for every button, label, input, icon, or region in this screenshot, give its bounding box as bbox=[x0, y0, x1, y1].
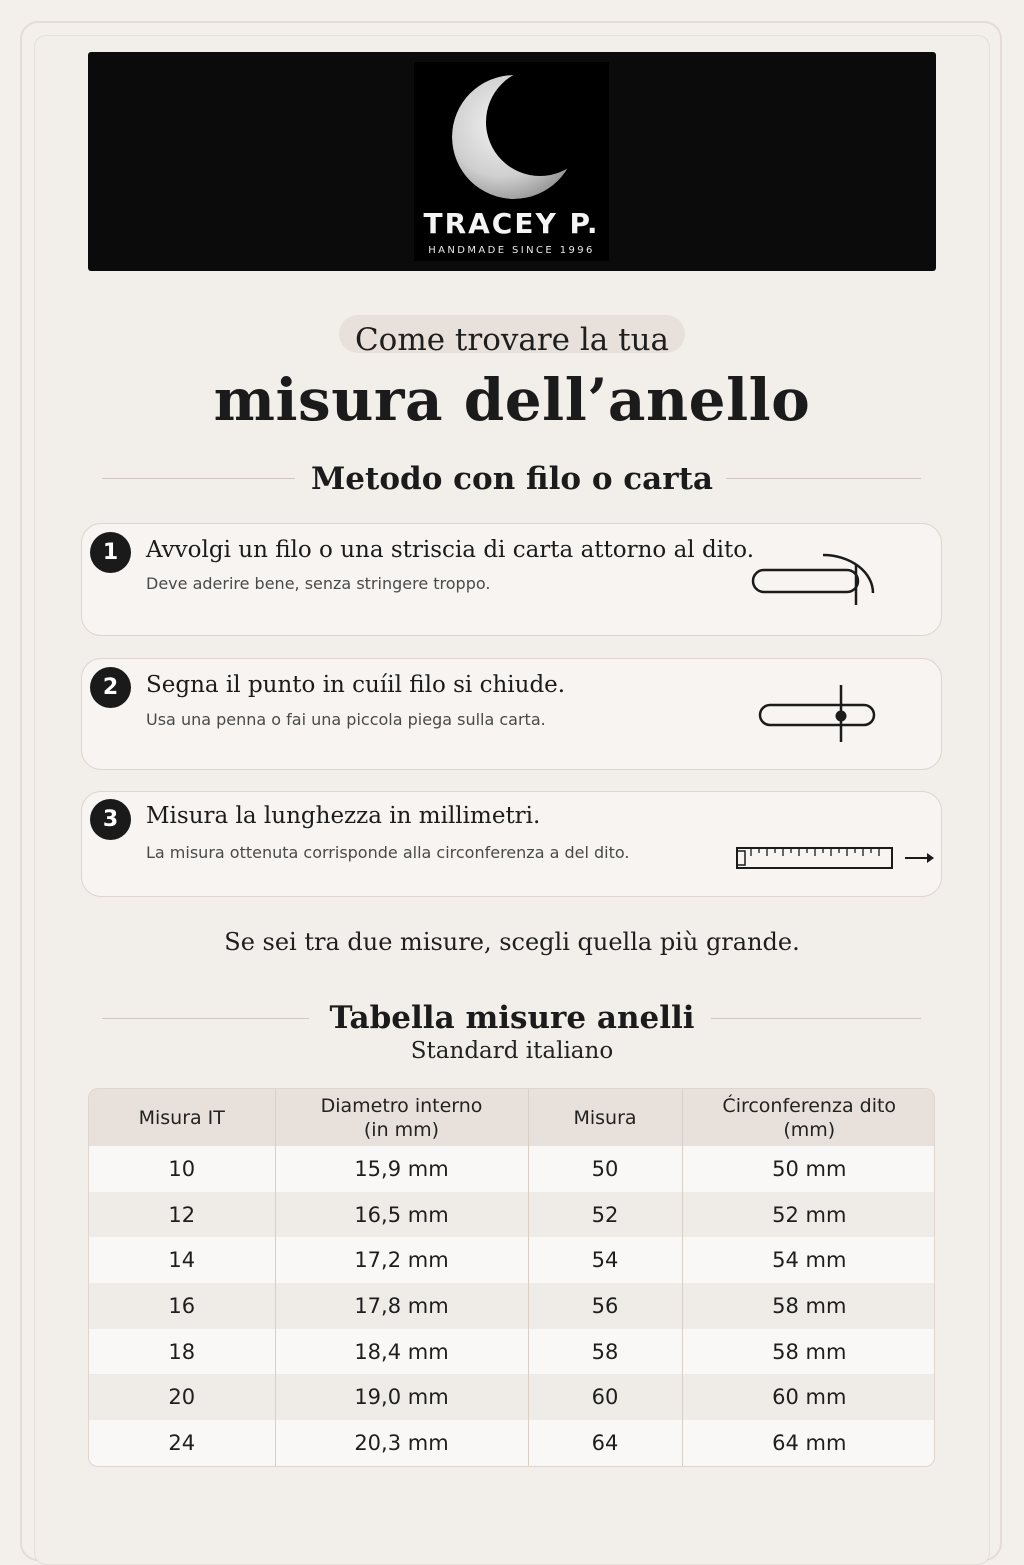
table-cell: 20 bbox=[89, 1374, 275, 1420]
table-cell: 19,0 mm bbox=[275, 1374, 528, 1420]
step-note-3: La misura ottenuta corrisponde alla circonferenza a del dito. bbox=[146, 843, 630, 862]
table-cell: 15,9 mm bbox=[275, 1146, 528, 1192]
table-cell: 14 bbox=[89, 1237, 275, 1283]
table-cell: 10 bbox=[89, 1146, 275, 1192]
mark-point-icon bbox=[755, 682, 880, 747]
header-misura: Misura bbox=[528, 1089, 682, 1146]
table-cell: 16 bbox=[89, 1283, 275, 1329]
step-number-3: 3 bbox=[90, 799, 131, 840]
table-heading: Tabella misure anelli bbox=[329, 1000, 695, 1036]
table-cell: 56 bbox=[528, 1283, 682, 1329]
page-subtitle: Come trovare la tua bbox=[354, 322, 670, 358]
brand-logo bbox=[414, 62, 609, 261]
table-row bbox=[89, 1374, 935, 1420]
table-row bbox=[89, 1420, 935, 1466]
brand-name: TRACEY P. bbox=[423, 207, 600, 240]
table-cell: 60 mm bbox=[682, 1374, 935, 1420]
table-cell: 20,3 mm bbox=[275, 1420, 528, 1466]
table-cell: 60 bbox=[528, 1374, 682, 1420]
size-table bbox=[88, 1088, 935, 1467]
table-cell: 52 bbox=[528, 1192, 682, 1238]
table-cell: 18 bbox=[89, 1329, 275, 1375]
table-cell: 58 bbox=[528, 1329, 682, 1375]
method-heading: Metodo con filo o carta bbox=[310, 461, 714, 497]
table-header-row bbox=[89, 1089, 935, 1146]
page-title: misura dell’anello bbox=[213, 366, 811, 434]
table-row bbox=[89, 1237, 935, 1283]
table-cell: 54 mm bbox=[682, 1237, 935, 1283]
step-title-3: Misura la lunghezza in millimetri. bbox=[146, 803, 541, 829]
table-cell: 18,4 mm bbox=[275, 1329, 528, 1375]
brand-tagline: HANDMADE SINCE 1996 bbox=[428, 245, 595, 256]
table-cell: 54 bbox=[528, 1237, 682, 1283]
step-note-1: Deve aderire bene, senza stringere troppo. bbox=[146, 574, 491, 593]
step-title-2: Segna il punto in cuíil filo si chiude. bbox=[146, 672, 566, 698]
table-cell: 58 mm bbox=[682, 1283, 935, 1329]
step-number-2: 2 bbox=[90, 667, 131, 708]
table-cell: 17,2 mm bbox=[275, 1237, 528, 1283]
table-row bbox=[89, 1329, 935, 1375]
table-cell: 50 bbox=[528, 1146, 682, 1192]
table-cell: 16,5 mm bbox=[275, 1192, 528, 1238]
header-misura-it: Misura IT bbox=[89, 1089, 275, 1146]
size-tip: Se sei tra due misure, scegli quella più grande. bbox=[224, 928, 800, 956]
table-cell: 24 bbox=[89, 1420, 275, 1466]
step-title-1: Avvolgi un filo o una striscia di carta attorno al dito. bbox=[146, 537, 755, 563]
table-subheading: Standard italiano bbox=[410, 1038, 614, 1064]
header-diametro: Diametro interno (in mm) bbox=[275, 1089, 528, 1146]
table-cell: 52 mm bbox=[682, 1192, 935, 1238]
step-number-1: 1 bbox=[90, 532, 131, 573]
table-cell: 64 mm bbox=[682, 1420, 935, 1466]
wrap-string-icon bbox=[748, 545, 883, 610]
table-row bbox=[89, 1192, 935, 1238]
table-cell: 64 bbox=[528, 1420, 682, 1466]
ruler-icon bbox=[733, 840, 938, 875]
table-cell: 58 mm bbox=[682, 1329, 935, 1375]
table-row bbox=[89, 1146, 935, 1192]
table-cell: 17,8 mm bbox=[275, 1283, 528, 1329]
step-note-2: Usa una penna o fai una piccola piega sulla carta. bbox=[146, 710, 546, 729]
table-cell: 50 mm bbox=[682, 1146, 935, 1192]
header-circonferenza: Ćirconferenza dito (mm) bbox=[682, 1089, 935, 1146]
table-row bbox=[89, 1283, 935, 1329]
table-cell: 12 bbox=[89, 1192, 275, 1238]
